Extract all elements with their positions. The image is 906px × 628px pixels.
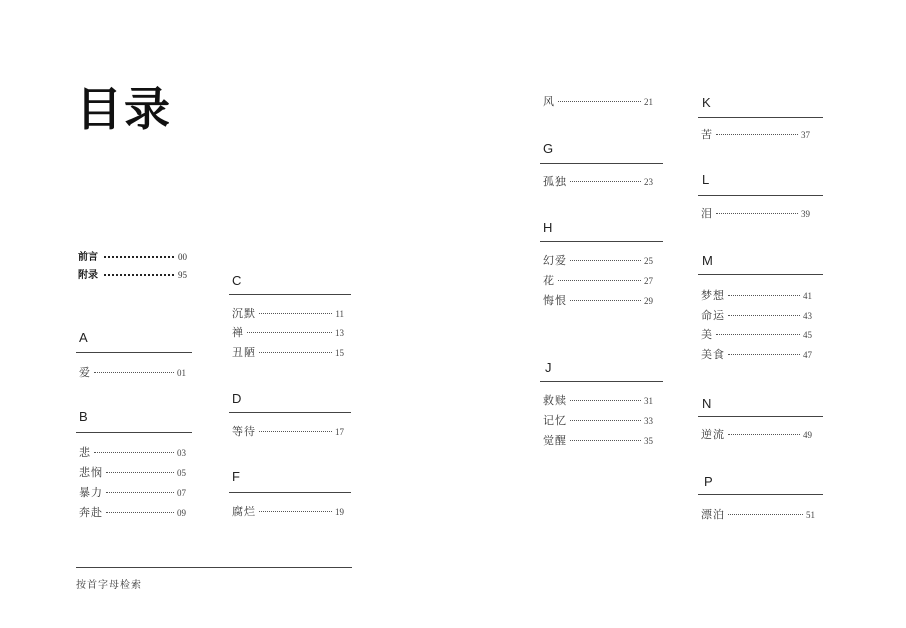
entry-term: 爱 [79, 366, 91, 379]
section-letter-l: L [702, 172, 710, 187]
footer-rule [76, 567, 352, 568]
entry-term: 觉醒 [543, 434, 567, 447]
index-entry[interactable] [232, 423, 344, 439]
entry-term: 孤独 [543, 175, 567, 188]
index-entry[interactable] [701, 205, 810, 221]
dot-leader [570, 181, 641, 182]
page-number: 23 [644, 177, 653, 187]
dot-leader [106, 512, 174, 513]
front-matter-preface[interactable] [78, 248, 187, 263]
dot-leader [94, 452, 174, 453]
dot-leader [716, 213, 798, 214]
dot-leader [570, 260, 641, 261]
dot-leader [259, 511, 332, 512]
section-rule [229, 412, 351, 413]
dot-leader [570, 300, 641, 301]
page-number: 41 [803, 291, 812, 301]
section-rule [698, 117, 823, 118]
page-number: 05 [177, 468, 186, 478]
page-number: 45 [803, 330, 812, 340]
dot-leader [570, 420, 641, 421]
index-entry[interactable] [701, 307, 812, 323]
page-title: 目录 [76, 82, 172, 136]
entry-term: 命运 [701, 309, 725, 322]
index-entry[interactable] [79, 504, 186, 520]
page-number: 17 [335, 427, 344, 437]
section-letter-g: G [543, 141, 554, 156]
section-letter-j: J [545, 360, 552, 375]
page-number: 27 [644, 276, 653, 286]
dot-leader [716, 134, 798, 135]
entry-term: 梦想 [701, 289, 725, 302]
entry-term: 漂泊 [701, 508, 725, 521]
section-letter-m: M [702, 253, 713, 268]
dot-leader [104, 274, 174, 276]
page-number: 07 [177, 488, 186, 498]
index-entry[interactable] [701, 326, 812, 342]
section-letter-h: H [543, 220, 553, 235]
entry-term: 悔恨 [543, 294, 567, 307]
section-letter-f: F [232, 469, 240, 484]
section-rule [76, 352, 192, 353]
page-number: 47 [803, 350, 812, 360]
front-matter-appendix[interactable] [78, 266, 187, 281]
front-matter-label: 前言 [78, 252, 98, 263]
page-number: 15 [335, 348, 344, 358]
section-letter-d: D [232, 391, 242, 406]
page-number: 37 [801, 130, 810, 140]
section-rule [698, 416, 823, 417]
entry-term: 苦 [701, 128, 713, 141]
dot-leader [728, 295, 800, 296]
section-rule [540, 241, 663, 242]
index-entry[interactable] [543, 432, 653, 448]
page-number: 21 [644, 97, 653, 107]
page-number: 01 [177, 368, 186, 378]
dot-leader [106, 492, 174, 493]
entry-term: 救赎 [543, 394, 567, 407]
index-entry[interactable] [543, 292, 653, 308]
index-entry[interactable] [701, 287, 812, 303]
entry-term: 风 [543, 95, 555, 108]
entry-term: 记忆 [543, 414, 567, 427]
entry-term: 奔赴 [79, 506, 103, 519]
section-rule [698, 195, 823, 196]
index-entry[interactable] [79, 484, 186, 500]
dot-leader [558, 280, 641, 281]
entry-term: 花 [543, 274, 555, 287]
entry-term: 暴力 [79, 486, 103, 499]
index-entry[interactable] [543, 252, 653, 268]
index-entry[interactable] [543, 93, 653, 109]
section-letter-c: C [232, 273, 242, 288]
index-entry[interactable] [543, 173, 653, 189]
page-number: 43 [803, 311, 812, 321]
entry-term: 沉默 [232, 307, 256, 320]
page-number: 95 [178, 270, 187, 280]
section-letter-p: P [704, 474, 713, 489]
page-number: 13 [335, 328, 344, 338]
section-letter-n: N [702, 396, 712, 411]
entry-term: 等待 [232, 425, 256, 438]
index-entry[interactable] [232, 344, 344, 360]
dot-leader [247, 332, 332, 333]
dot-leader [570, 440, 641, 441]
entry-term: 美食 [701, 348, 725, 361]
page-number: 19 [335, 507, 344, 517]
index-entry[interactable] [701, 126, 810, 142]
page-number: 49 [803, 430, 812, 440]
index-entry[interactable] [232, 324, 344, 340]
entry-term: 幻爱 [543, 254, 567, 267]
page-number: 35 [644, 436, 653, 446]
page-number: 51 [806, 510, 815, 520]
index-entry[interactable] [232, 503, 344, 519]
section-rule [698, 494, 823, 495]
dot-leader [259, 313, 332, 314]
entry-term: 泪 [701, 207, 713, 220]
entry-term: 逆流 [701, 428, 725, 441]
page-number: 09 [177, 508, 186, 518]
page-number: 03 [177, 448, 186, 458]
page-number: 25 [644, 256, 653, 266]
entry-term: 腐烂 [232, 505, 256, 518]
page-number: 29 [644, 296, 653, 306]
dot-leader [94, 372, 174, 373]
index-entry[interactable] [79, 464, 186, 480]
entry-term: 美 [701, 328, 713, 341]
entry-term: 丑陋 [232, 346, 256, 359]
section-rule [540, 163, 663, 164]
index-entry[interactable] [543, 412, 653, 428]
entry-term: 悲 [79, 446, 91, 459]
section-rule [229, 492, 351, 493]
section-letter-b: B [79, 409, 88, 424]
page-number: 39 [801, 209, 810, 219]
dot-leader [558, 101, 641, 102]
section-rule [698, 274, 823, 275]
section-letter-a: A [79, 330, 88, 345]
entry-term: 悲悯 [79, 466, 103, 479]
dot-leader [716, 334, 800, 335]
dot-leader [259, 431, 332, 432]
footer-note: 按首字母检索 [76, 580, 142, 591]
section-letter-k: K [702, 95, 711, 110]
index-entry[interactable] [232, 305, 344, 321]
page-number: 00 [178, 252, 187, 262]
dot-leader [570, 400, 641, 401]
index-entry[interactable] [701, 346, 812, 362]
dot-leader [106, 472, 174, 473]
dot-leader [728, 354, 800, 355]
dot-leader [728, 514, 803, 515]
dot-leader [259, 352, 332, 353]
index-entry[interactable] [701, 426, 812, 442]
page-number: 11 [335, 309, 344, 319]
section-rule [229, 294, 351, 295]
dot-leader [104, 256, 174, 258]
index-entry[interactable] [79, 444, 186, 460]
front-matter-label: 附录 [78, 270, 98, 281]
index-entry[interactable] [543, 392, 653, 408]
page-number: 31 [644, 396, 653, 406]
index-entry[interactable] [79, 364, 186, 380]
dot-leader [728, 315, 800, 316]
index-entry[interactable] [543, 272, 653, 288]
dot-leader [728, 434, 800, 435]
section-rule [76, 432, 192, 433]
section-rule [540, 381, 663, 382]
entry-term: 禅 [232, 326, 244, 339]
page-number: 33 [644, 416, 653, 426]
index-entry[interactable] [701, 506, 815, 522]
